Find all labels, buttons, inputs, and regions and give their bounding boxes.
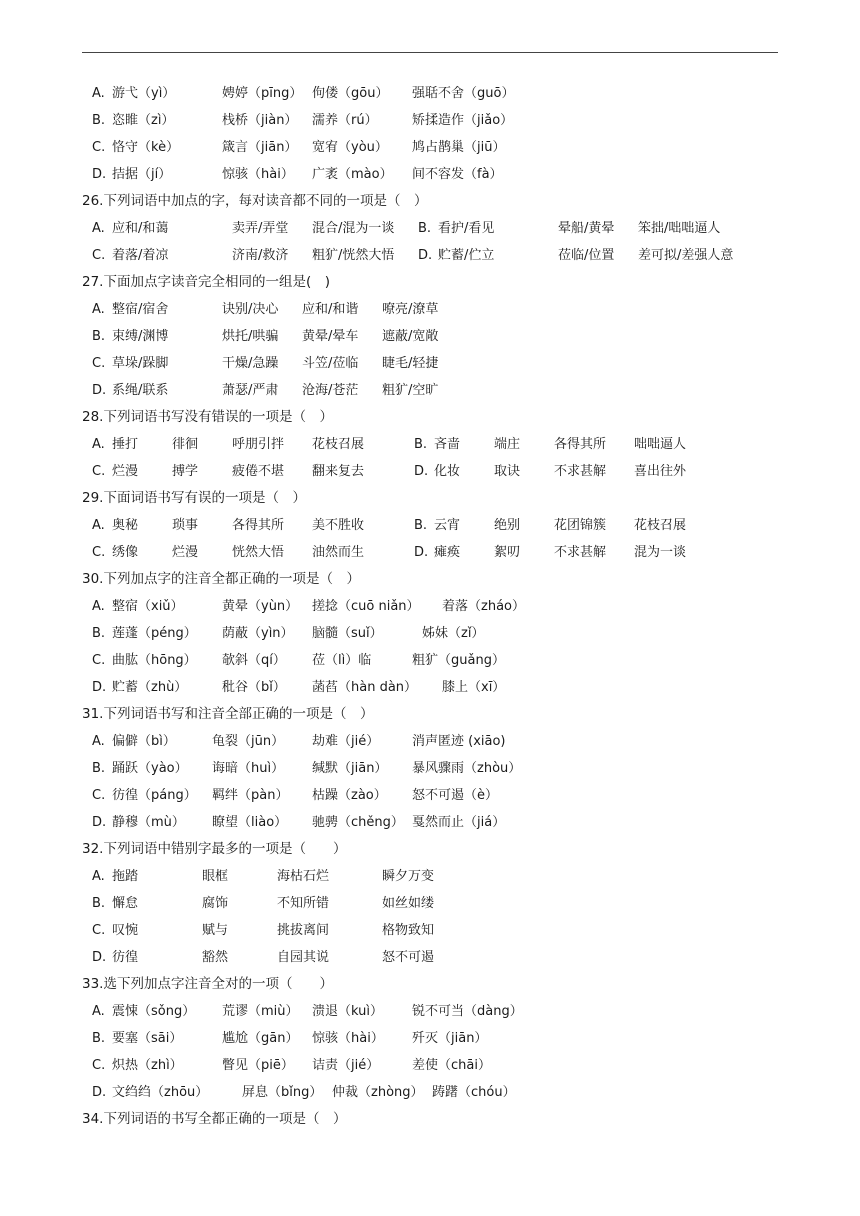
option-term: 应和/和蔼 <box>112 221 169 236</box>
option-term: 花枝召展 <box>312 437 365 452</box>
option-row <box>82 377 782 404</box>
option-c <box>92 242 395 269</box>
option-term: 瞬夕万变 <box>382 869 435 884</box>
option-letter: C. <box>92 248 106 263</box>
option-term: 溃退（kuì） <box>312 1004 383 1019</box>
option-term: 自园其说 <box>277 950 330 965</box>
option-letter: A. <box>92 869 105 884</box>
option-letter: D. <box>92 680 107 695</box>
option-term: 脑髓（suǐ） <box>312 626 383 641</box>
option-letter: A. <box>92 86 105 101</box>
option-c <box>92 1052 491 1079</box>
option-term: 不求甚解 <box>554 545 607 560</box>
option-term: 锐不可当（dàng） <box>412 1004 523 1019</box>
option-term: 莲蓬（péng） <box>112 626 197 641</box>
option-term: 赋与 <box>202 923 229 938</box>
option-term: 粗犷/恍然大悟 <box>312 248 395 263</box>
option-term: 黄晕（yùn） <box>222 599 299 614</box>
option-term: 喜出往外 <box>634 464 687 479</box>
option-row <box>82 134 782 161</box>
option-row <box>82 80 782 107</box>
option-term: 宽宥（yòu） <box>312 140 388 155</box>
option-letter: B. <box>414 437 428 452</box>
option-term: 不知所错 <box>277 896 330 911</box>
option-term: 莅（lì）临 <box>312 653 372 668</box>
option-letter: D. <box>414 464 429 479</box>
option-term: 吝啬 <box>434 437 461 452</box>
option-term: 仲裁（zhòng） <box>332 1085 424 1100</box>
question-stem: 31.下列词语书写和注音全部正确的一项是（ ） <box>82 706 374 722</box>
option-letter: A. <box>92 599 105 614</box>
option-c <box>92 458 365 485</box>
option-term: 混合/混为一谈 <box>312 221 395 236</box>
option-term: 踊跃（yào） <box>112 761 188 776</box>
option-row <box>82 647 782 674</box>
option-term: 济南/救济 <box>232 248 289 263</box>
option-a <box>92 863 435 890</box>
question-block <box>82 80 782 188</box>
option-term: 搓捻（cuō niǎn） <box>312 599 420 614</box>
option-term: 挑拔离间 <box>277 923 330 938</box>
question-stem: 29.下面词语书写有误的一项是（ ） <box>82 490 306 506</box>
option-term: 彷徨（páng） <box>112 788 197 803</box>
option-term: 整宿/宿舍 <box>112 302 169 317</box>
option-term: 搏学 <box>172 464 199 479</box>
option-term: 贮蓄（zhù） <box>112 680 188 695</box>
option-term: 恪守（kè） <box>112 140 180 155</box>
option-a <box>92 728 506 755</box>
option-b <box>92 107 514 134</box>
option-letter: A. <box>92 221 105 236</box>
option-term: 遮蔽/宽敞 <box>382 329 439 344</box>
option-term: 粗犷（guǎng） <box>412 653 505 668</box>
option-term: 烂漫 <box>172 545 199 560</box>
option-row <box>82 431 782 458</box>
question-block <box>82 485 782 566</box>
option-letter: B. <box>92 761 106 776</box>
option-term: 龟裂（jūn） <box>212 734 285 749</box>
option-term: 咄咄逼人 <box>634 437 687 452</box>
option-row <box>82 593 782 620</box>
option-d <box>418 242 734 269</box>
option-term: 诘责（jié） <box>312 1058 380 1073</box>
question-block <box>82 1106 782 1133</box>
option-term: 贮蓄/伫立 <box>438 248 495 263</box>
option-term: 暴风骤雨（zhòu） <box>412 761 522 776</box>
option-term: 应和/和谐 <box>302 302 359 317</box>
option-letter: A. <box>92 518 105 533</box>
option-term: 游弋（yì） <box>112 86 176 101</box>
option-letter: C. <box>92 140 106 155</box>
option-d <box>92 944 435 971</box>
option-term: 絮叨 <box>494 545 521 560</box>
option-row <box>82 1079 782 1106</box>
option-term: 差使（chāi） <box>412 1058 491 1073</box>
option-term: 曲肱（hōng） <box>112 653 197 668</box>
option-term: 各得其所 <box>554 437 607 452</box>
option-letter: C. <box>92 1058 106 1073</box>
option-d <box>414 458 687 485</box>
header-rule <box>82 52 778 53</box>
option-letter: D. <box>418 248 433 263</box>
option-c <box>92 350 439 377</box>
option-term: 束缚/渊博 <box>112 329 169 344</box>
option-term: 懈怠 <box>112 896 139 911</box>
option-row <box>82 809 782 836</box>
option-term: 秕谷（bǐ） <box>222 680 286 695</box>
option-term: 端庄 <box>494 437 521 452</box>
option-d <box>92 1079 516 1106</box>
option-letter: D. <box>92 815 107 830</box>
option-term: 着落（zháo） <box>442 599 525 614</box>
option-row <box>82 215 782 242</box>
option-letter: A. <box>92 1004 105 1019</box>
option-letter: B. <box>92 626 106 641</box>
option-letter: C. <box>92 653 106 668</box>
option-term: 奥秘 <box>112 518 139 533</box>
option-term: 格物致知 <box>382 923 435 938</box>
question-stem: 26.下列词语中加点的字，每对读音都不同的一项是（ ） <box>82 193 428 209</box>
option-term: 莅临/位置 <box>558 248 615 263</box>
option-term: 笨拙/咄咄逼人 <box>638 221 721 236</box>
option-term: 歼灭（jiān） <box>412 1031 488 1046</box>
option-term: 化妆 <box>434 464 461 479</box>
option-term: 恍然大悟 <box>232 545 285 560</box>
option-term: 豁然 <box>202 950 229 965</box>
option-term: 荫蔽（yìn） <box>222 626 294 641</box>
option-term: 驰骋（chěng） <box>312 815 404 830</box>
option-term: 静穆（mù） <box>112 815 185 830</box>
option-row <box>82 107 782 134</box>
option-term: 震悚（sǒng） <box>112 1004 196 1019</box>
option-letter: B. <box>414 518 428 533</box>
option-term: 戛然而止（jiá） <box>412 815 506 830</box>
option-row <box>82 890 782 917</box>
option-term: 斗笠/莅临 <box>302 356 359 371</box>
option-term: 烂漫 <box>112 464 139 479</box>
option-term: 强聒不舍（guō） <box>412 86 515 101</box>
option-term: 消声匿迹 (xiāo) <box>412 734 506 749</box>
option-letter: C. <box>92 464 106 479</box>
option-term: 欹斜（qí） <box>222 653 286 668</box>
option-term: 系绳/联系 <box>112 383 169 398</box>
option-term: 腐饰 <box>202 896 229 911</box>
option-term: 嘹亮/潦草 <box>382 302 439 317</box>
option-term: 油然而生 <box>312 545 365 560</box>
option-term: 文绉绉（zhōu） <box>112 1085 209 1100</box>
option-term: 间不容发（fà） <box>412 167 503 182</box>
option-row <box>82 674 782 701</box>
option-row <box>82 1052 782 1079</box>
option-b <box>92 755 522 782</box>
option-term: 广袤（mào） <box>312 167 393 182</box>
option-row <box>82 242 782 269</box>
option-d <box>92 674 506 701</box>
option-row <box>82 161 782 188</box>
option-row <box>82 863 782 890</box>
option-term: 怒不可遏 <box>382 950 435 965</box>
option-row <box>82 512 782 539</box>
option-term: 差可拟/差强人意 <box>638 248 734 263</box>
option-term: 翻来复去 <box>312 464 365 479</box>
option-row <box>82 539 782 566</box>
option-c <box>92 647 505 674</box>
question-stem: 32.下列词语中错别字最多的一项是（ ） <box>82 841 347 857</box>
option-term: 沧海/苍茫 <box>302 383 359 398</box>
option-term: 娉婷（pīng） <box>222 86 303 101</box>
question-block <box>82 269 782 404</box>
option-d <box>92 377 439 404</box>
question-stem: 28.下列词语书写没有错误的一项是（ ） <box>82 409 333 425</box>
question-block <box>82 971 782 1106</box>
option-term: 烘托/哄骗 <box>222 329 279 344</box>
option-term: 炽热（zhì） <box>112 1058 183 1073</box>
option-term: 诲暗（huì） <box>212 761 285 776</box>
option-a <box>92 215 395 242</box>
option-letter: B. <box>92 113 106 128</box>
option-term: 徘徊 <box>172 437 199 452</box>
option-b <box>92 323 439 350</box>
option-term: 偏僻（bì） <box>112 734 176 749</box>
option-row <box>82 350 782 377</box>
option-term: 姊妹（zǐ） <box>422 626 485 641</box>
option-row <box>82 998 782 1025</box>
option-term: 花团锦簇 <box>554 518 607 533</box>
question-block <box>82 188 782 269</box>
option-term: 惊骇（hài） <box>312 1031 384 1046</box>
option-row <box>82 296 782 323</box>
option-d <box>92 809 506 836</box>
option-term: 拮据（jí） <box>112 167 172 182</box>
option-term: 睫毛/轻捷 <box>382 356 439 371</box>
option-term: 劫难（jié） <box>312 734 380 749</box>
option-b <box>414 512 687 539</box>
option-d <box>92 161 503 188</box>
option-term: 捶打 <box>112 437 139 452</box>
question-stem: 34.下列词语的书写全都正确的一项是（ ） <box>82 1111 347 1127</box>
option-row <box>82 782 782 809</box>
option-term: 尴尬（gān） <box>222 1031 299 1046</box>
option-term: 草垛/跺脚 <box>112 356 169 371</box>
option-letter: C. <box>92 788 106 803</box>
option-term: 诀别/决心 <box>222 302 279 317</box>
option-term: 着落/着凉 <box>112 248 169 263</box>
option-term: 绝别 <box>494 518 521 533</box>
option-term: 鸠占鹊巢（jiū） <box>412 140 506 155</box>
option-term: 惊骇（hài） <box>222 167 294 182</box>
option-row <box>82 755 782 782</box>
option-term: 绣像 <box>112 545 139 560</box>
option-a <box>92 512 365 539</box>
option-term: 栈桥（jiàn） <box>222 113 298 128</box>
option-letter: A. <box>92 734 105 749</box>
option-term: 缄默（jiān） <box>312 761 388 776</box>
option-term: 膝上（xī） <box>442 680 506 695</box>
option-term: 呼朋引拌 <box>232 437 285 452</box>
question-block <box>82 701 782 836</box>
option-term: 海枯石烂 <box>277 869 330 884</box>
option-letter: C. <box>92 923 106 938</box>
option-row <box>82 944 782 971</box>
question-block <box>82 836 782 971</box>
option-term: 佝偻（gōu） <box>312 86 389 101</box>
option-c <box>92 134 506 161</box>
option-a <box>92 593 525 620</box>
option-term: 黄晕/晕车 <box>302 329 359 344</box>
option-letter: D. <box>92 167 107 182</box>
option-letter: B. <box>92 329 106 344</box>
option-term: 不求甚解 <box>554 464 607 479</box>
option-a <box>92 80 515 107</box>
option-term: 花枝召展 <box>634 518 687 533</box>
option-b <box>92 890 435 917</box>
option-term: 看护/看见 <box>438 221 495 236</box>
option-letter: D. <box>92 383 107 398</box>
option-term: 叹惋 <box>112 923 139 938</box>
option-term: 彷徨 <box>112 950 139 965</box>
option-letter: B. <box>92 1031 106 1046</box>
option-term: 箴言（jiān） <box>222 140 298 155</box>
option-letter: A. <box>92 302 105 317</box>
option-term: 晕船/黄晕 <box>558 221 615 236</box>
option-term: 云宵 <box>434 518 461 533</box>
option-row <box>82 917 782 944</box>
option-letter: C. <box>92 356 106 371</box>
option-term: 拖踏 <box>112 869 139 884</box>
option-term: 粗犷/空旷 <box>382 383 439 398</box>
option-term: 琐事 <box>172 518 199 533</box>
option-term: 枯躁（zào） <box>312 788 387 803</box>
question-stem: 30.下列加点字的注音全都正确的一项是（ ） <box>82 571 360 587</box>
option-letter: A. <box>92 437 105 452</box>
option-term: 矫揉造作（jiǎo） <box>412 113 514 128</box>
question-stem: 33.选下列加点字注音全对的一项（ ） <box>82 976 333 992</box>
option-row <box>82 323 782 350</box>
option-letter: C. <box>92 545 106 560</box>
option-term: 濡养（rú） <box>312 113 378 128</box>
option-letter: B. <box>92 896 106 911</box>
option-term: 菡萏（hàn dàn） <box>312 680 418 695</box>
option-term: 荒谬（miù） <box>222 1004 299 1019</box>
option-row <box>82 728 782 755</box>
option-row <box>82 1025 782 1052</box>
option-term: 萧瑟/严肃 <box>222 383 279 398</box>
option-term: 瘫痪 <box>434 545 461 560</box>
option-term: 卖弄/弄堂 <box>232 221 289 236</box>
option-term: 混为一谈 <box>634 545 687 560</box>
question-list <box>82 80 782 1133</box>
option-term: 取诀 <box>494 464 521 479</box>
option-term: 如丝如缕 <box>382 896 435 911</box>
option-c <box>92 917 435 944</box>
option-term: 瞥见（piē） <box>222 1058 294 1073</box>
option-term: 整宿（xiǔ） <box>112 599 184 614</box>
option-term: 踌躇（chóu） <box>432 1085 516 1100</box>
question-block <box>82 566 782 701</box>
question-stem: 27.下面加点字读音完全相同的一组是( ) <box>82 274 331 290</box>
option-term: 美不胜收 <box>312 518 365 533</box>
option-row <box>82 620 782 647</box>
option-term: 怒不可遏（è） <box>412 788 498 803</box>
option-b <box>92 620 485 647</box>
option-a <box>92 431 365 458</box>
option-term: 眼框 <box>202 869 229 884</box>
option-letter: D. <box>414 545 429 560</box>
option-term: 干燥/急躁 <box>222 356 279 371</box>
option-term: 各得其所 <box>232 518 285 533</box>
option-term: 屏息（bǐng） <box>242 1085 323 1100</box>
question-block <box>82 404 782 485</box>
option-letter: D. <box>92 950 107 965</box>
option-term: 恣睢（zì） <box>112 113 175 128</box>
option-letter: D. <box>92 1085 107 1100</box>
option-row <box>82 458 782 485</box>
option-a <box>92 998 523 1025</box>
option-c <box>92 782 498 809</box>
option-term: 要塞（sāi） <box>112 1031 183 1046</box>
option-term: 瞭望（liào） <box>212 815 288 830</box>
option-letter: B. <box>418 221 432 236</box>
option-c <box>92 539 365 566</box>
option-b <box>418 215 721 242</box>
option-term: 羁绊（pàn） <box>212 788 289 803</box>
option-a <box>92 296 439 323</box>
option-b <box>92 1025 488 1052</box>
option-d <box>414 539 687 566</box>
option-term: 疲倦不堪 <box>232 464 285 479</box>
option-b <box>414 431 687 458</box>
